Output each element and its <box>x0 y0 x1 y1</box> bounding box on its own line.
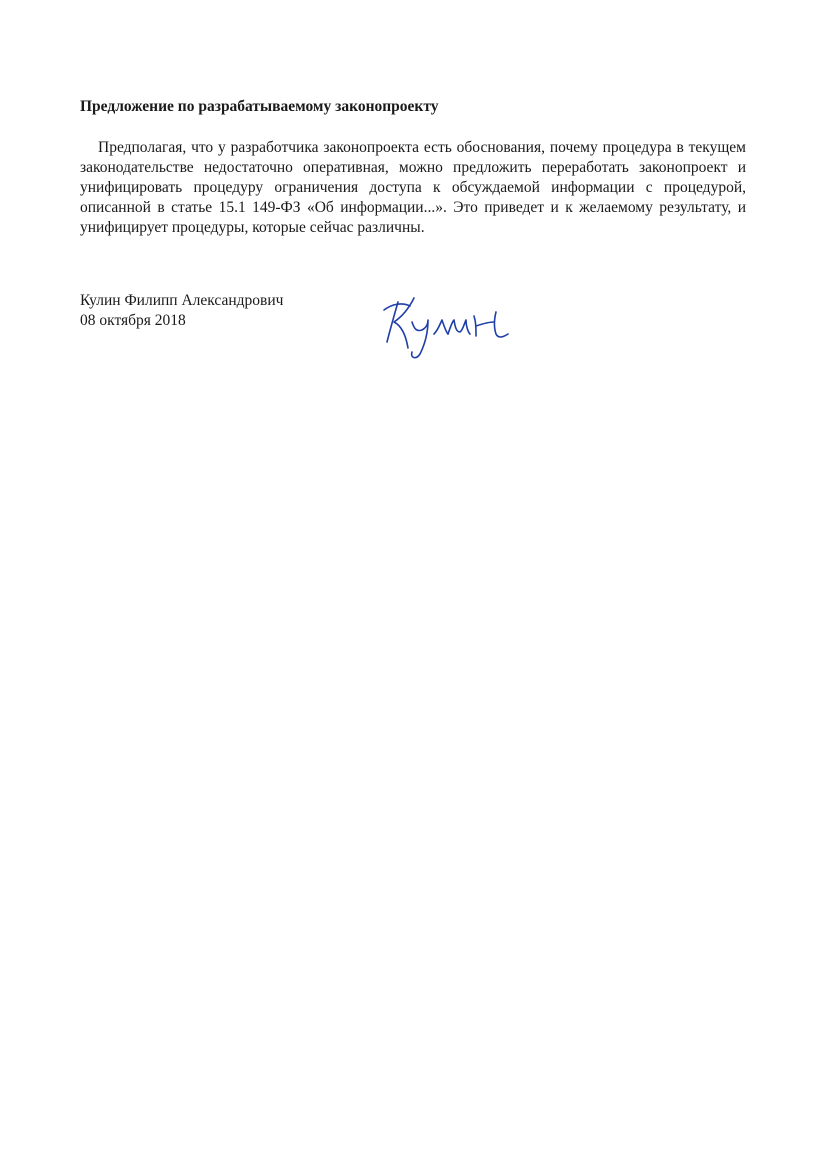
handwritten-signature <box>378 292 518 364</box>
author-name: Кулин Филипп Александрович <box>80 292 284 309</box>
document-title: Предложение по разрабатываемому законопроекту <box>80 98 439 115</box>
document-date: 08 октября 2018 <box>80 312 186 329</box>
document-body-paragraph: Предполагая, что у разработчика законопроекта есть обоснования, почему процедура в текущем законодательстве недостаточно оперативная, можно предложить переработать законопроект и унифицировать процедуру ограничения доступа к обсуждаемой информации с процедурой, описанной в статье 15.1 149-ФЗ «Об информации...». Это приведет и к желаемому результату, и унифицирует процедуры, которые сейчас различны. <box>80 139 746 236</box>
author-block <box>80 291 283 331</box>
